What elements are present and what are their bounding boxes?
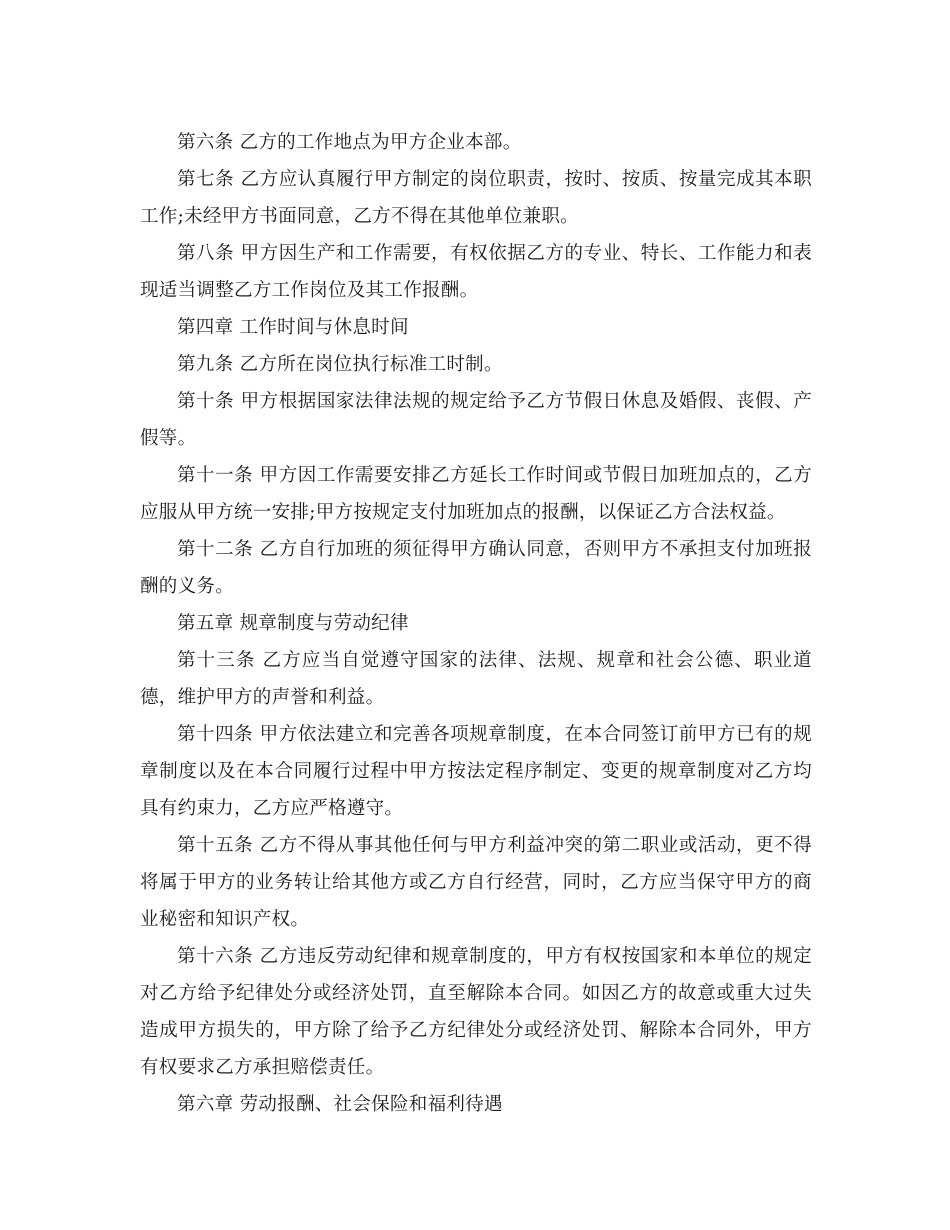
- article-9: 第九条 乙方所在岗位执行标准工时制。: [177, 354, 503, 375]
- article-8: 第八条 甲方因生产和工作需要，有权依据乙方的专业、特长、工作能力和表现适当调整乙方工作岗位及其工作报酬。: [140, 243, 812, 301]
- article-14: 第十四条 甲方依法建立和完善各项规章制度，在本合同签订前甲方已有的规章制度以及在本合同履行过程中甲方按法定程序制定、变更的规章制度对乙方均具有约束力，乙方应严格遵守。: [140, 724, 812, 819]
- article-7: 第七条 乙方应认真履行甲方制定的岗位职责，按时、按质、按量完成其本职工作;未经甲方书面同意，乙方不得在其他单位兼职。: [140, 169, 812, 227]
- chapter-6-heading: 第六章 劳动报酬、社会保险和福利待遇: [177, 1094, 503, 1115]
- chapter-5-heading: 第五章 规章制度与劳动纪律: [177, 613, 409, 634]
- document-body: [140, 124, 812, 1123]
- article-12: 第十二条 乙方自行加班的须征得甲方确认同意，否则甲方不承担支付加班报酬的义务。: [140, 539, 812, 597]
- article-6: 第六条 乙方的工作地点为甲方企业本部。: [177, 132, 522, 153]
- article-13: 第十三条 乙方应当自觉遵守国家的法律、法规、规章和社会公德、职业道德，维护甲方的声誉和利益。: [140, 650, 812, 708]
- article-15: 第十五条 乙方不得从事其他任何与甲方利益冲突的第二职业或活动，更不得将属于甲方的业务转让给其他方或乙方自行经营，同时，乙方应当保守甲方的商业秘密和知识产权。: [140, 835, 812, 930]
- article-11: 第十一条 甲方因工作需要安排乙方延长工作时间或节假日加班加点的，乙方应服从甲方统一安排;甲方按规定支付加班加点的报酬，以保证乙方合法权益。: [140, 465, 812, 523]
- article-10: 第十条 甲方根据国家法律法规的规定给予乙方节假日休息及婚假、丧假、产假等。: [140, 391, 812, 449]
- chapter-4-heading: 第四章 工作时间与休息时间: [177, 317, 409, 338]
- article-16: 第十六条 乙方违反劳动纪律和规章制度的，甲方有权按国家和本单位的规定对乙方给予纪律处分或经济处罚，直至解除本合同。如因乙方的故意或重大过失造成甲方损失的，甲方除了给予乙方纪律处分或经济处罚、解除本合同外，甲方有权要求乙方承担赔偿责任。: [140, 946, 812, 1078]
